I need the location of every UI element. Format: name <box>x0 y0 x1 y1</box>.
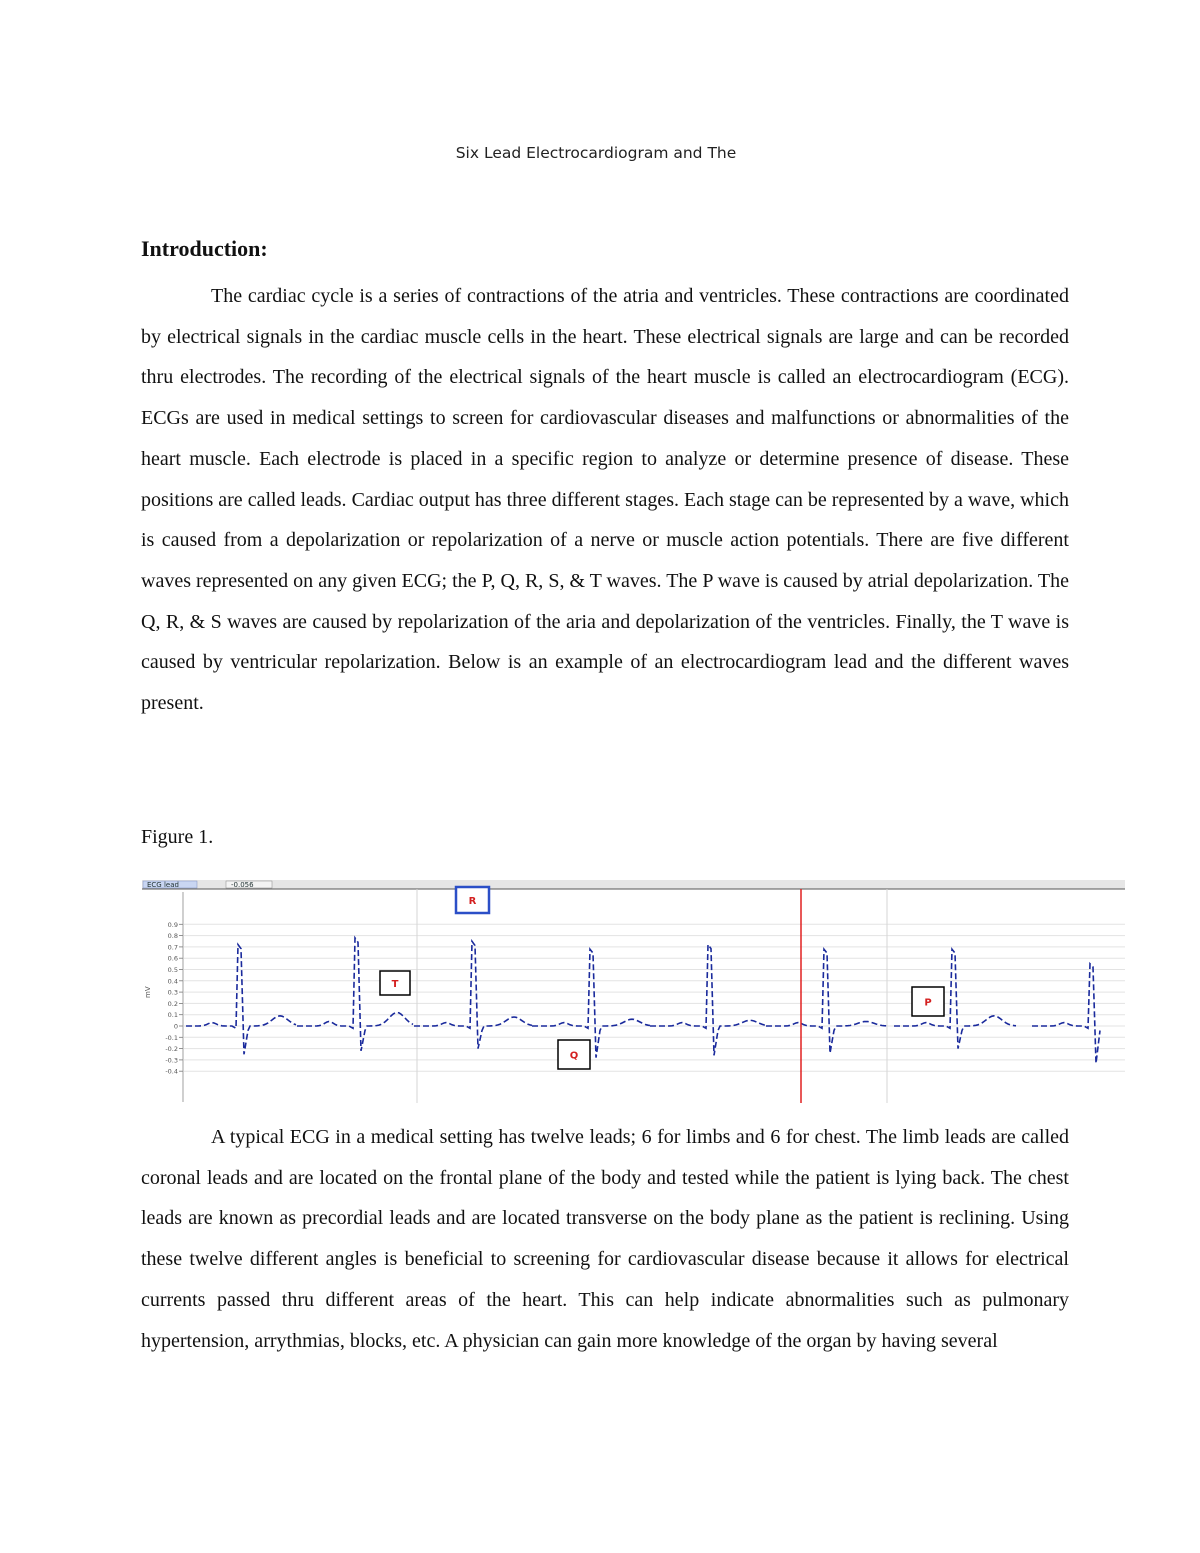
y-tick-label: 0.6 <box>167 954 178 963</box>
y-tick-label: -0.2 <box>165 1045 178 1054</box>
figure-label: Figure 1. <box>141 826 214 848</box>
y-tick-label: 0.3 <box>167 988 178 997</box>
y-tick-label: 0.7 <box>167 943 178 952</box>
ecg-figure <box>142 880 1125 1103</box>
y-tick-label: 0.5 <box>167 966 178 974</box>
page-title: Six Lead Electrocardiogram and The <box>455 144 737 162</box>
ecg-chart <box>142 880 1125 1103</box>
y-tick-label: 0.4 <box>167 977 178 986</box>
y-tick-label: 0.1 <box>167 1011 178 1020</box>
y-tick-label: -0.1 <box>165 1033 178 1042</box>
y-tick-label: -0.4 <box>165 1067 178 1076</box>
value-field-text: -0.056 <box>231 881 254 889</box>
annotation-label-t: T <box>391 979 399 990</box>
y-tick-label: 0 <box>173 1022 178 1031</box>
y-axis-label: mV <box>144 986 152 998</box>
annotation-label-p: P <box>924 997 932 1009</box>
y-tick-label: -0.3 <box>165 1056 178 1065</box>
lead-field-text: ECG lead <box>147 881 179 889</box>
y-tick-label: 0.2 <box>167 999 178 1008</box>
y-tick-label: 0.9 <box>167 920 178 929</box>
annotation-label-q: Q <box>569 1050 579 1062</box>
leads-paragraph: A typical ECG in a medical setting has twelve leads; 6 for limbs and 6 for chest. The limb leads are called coronal leads and are located on the frontal plane of the body and tested while the patient is lying back. The chest leads are known as precordial leads and are located transverse on the body plane as the patient is reclining. Using these twelve different angles is beneficial to screening for cardiovascular disease because it allows for electrical currents passed thru different areas of the heart. This can help indicate abnormalities such as pulmonary hypertension, arrythmias, blocks, etc. A physician can gain more knowledge of the organ by having several <box>141 1126 1069 1352</box>
annotation-label-r: R <box>468 896 477 907</box>
intro-paragraph: The cardiac cycle is a series of contractions of the atria and ventricles. These contractions are coordinated by electrical signals in the cardiac muscle cells in the heart. These electrical signals are large and can be recorded thru electrodes. The recording of the electrical signals of the heart muscle is called an electrocardiogram (ECG). ECGs are used in medical settings to screen for cardiovascular diseases and malfunctions or abnormalities of the heart muscle. Each electrode is placed in a specific region to analyze or determine presence of disease. These positions are called leads. Cardiac output has three different stages. Each stage can be represented by a wave, which is caused from a depolarization or repolarization of a nerve or muscle action potentials. There are five different waves represented on any given ECG; the P, Q, R, S, & T waves. The P wave is caused by atrial depolarization. The Q, R, & S waves are caused by repolarization of the aria and depolarization of the ventricles. Finally, the T wave is caused by ventricular repolarization. Below is an example of an electrocardiogram lead and the different waves present. <box>141 285 1069 715</box>
section-heading: Introduction: <box>141 236 268 261</box>
y-tick-label: 0.8 <box>167 932 178 941</box>
